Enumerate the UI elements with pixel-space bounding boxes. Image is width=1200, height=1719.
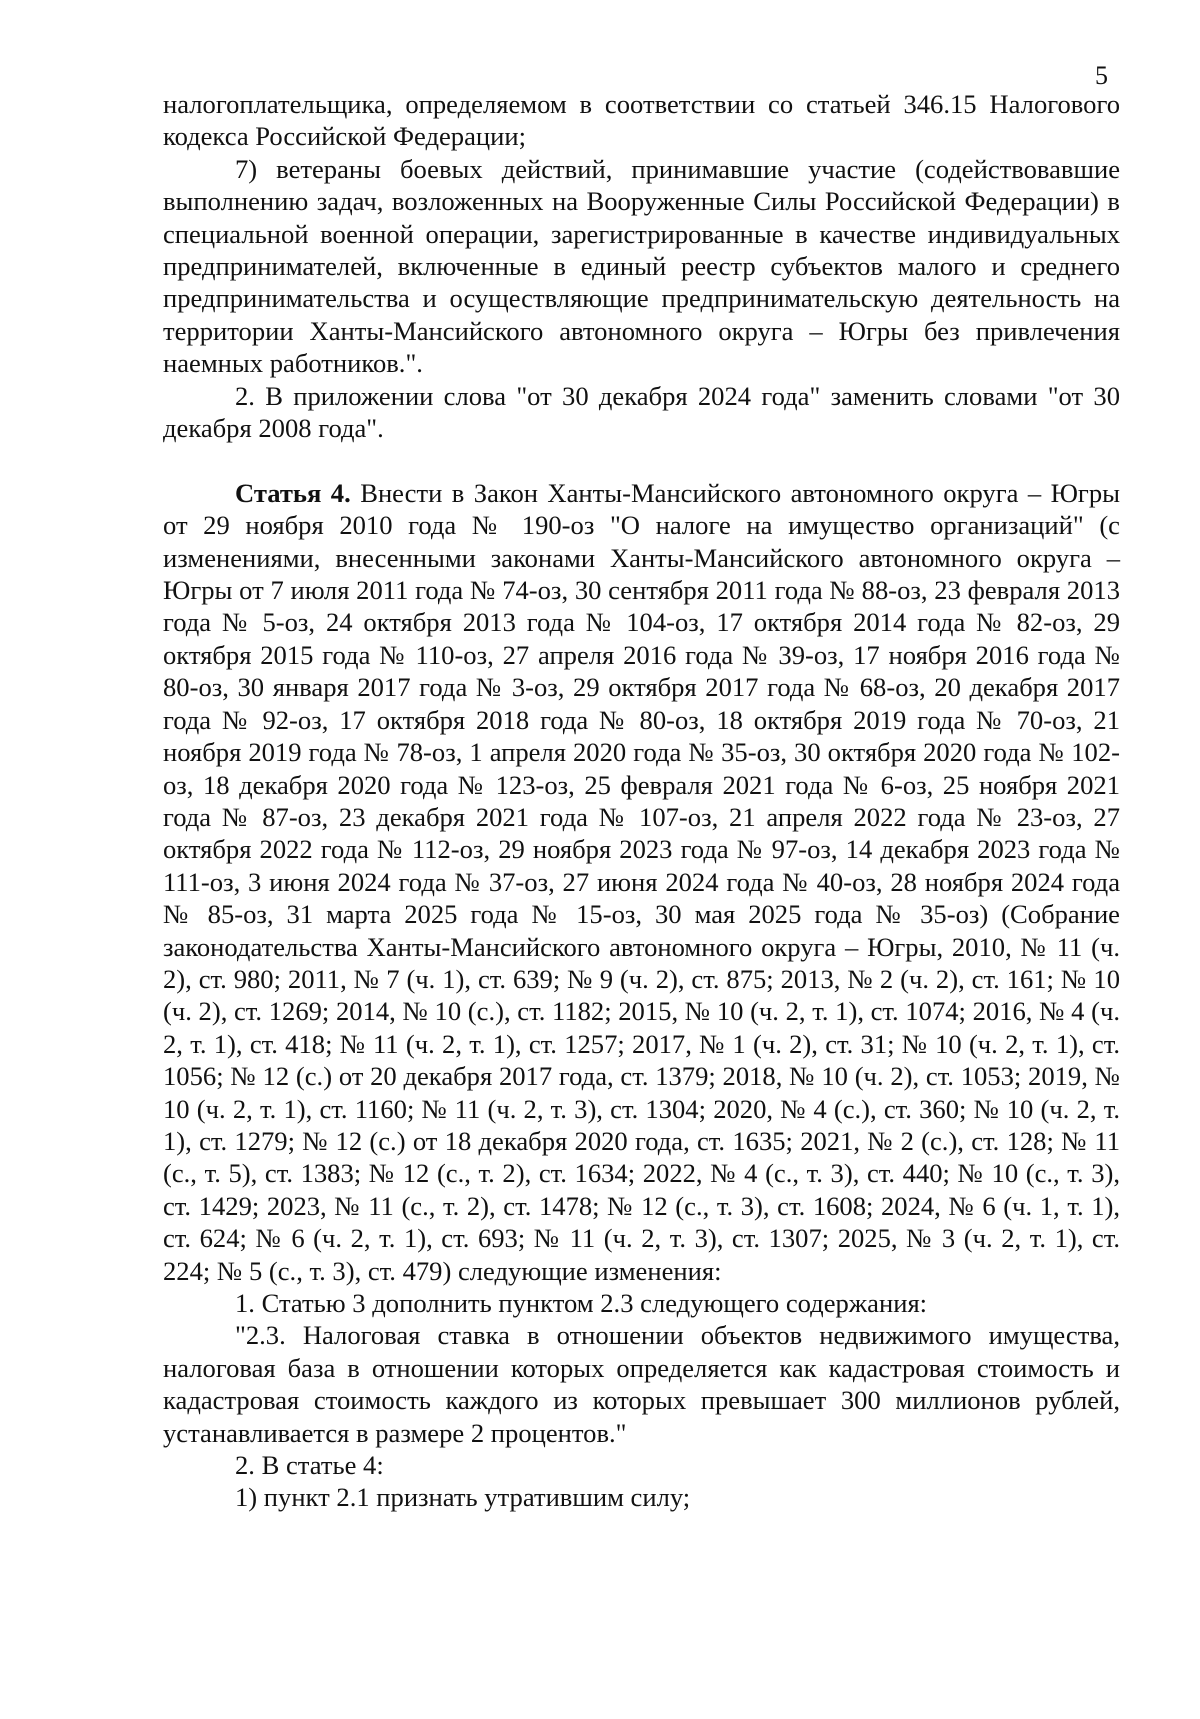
paragraph-item-2-3-text: "2.3. Налоговая ставка в отношении объектов недвижимого имущества, налоговая база в отношении которых определяется как кадастровая стоимость и кадастровая стоимость каждого из которых превышает 300 миллионов рублей, устанавливается в размере 2 процентов." [163, 1320, 1120, 1448]
paragraph-taxpayer-continuation: налогоплательщика, определяемом в соответствии со статьей 346.15 Налогового кодекса Российской Федерации; [163, 89, 1120, 152]
paragraph-item-7-veterans: 7) ветераны боевых действий, принимавшие участие (содействовавшие выполнению задач, возложенных на Вооруженные Силы Российской Федерации) в специальной военной операции, зарегистрированные в качестве индивидуальных предпринимателей, включенные в единый реестр субъектов малого и среднего предпринимательства и осуществляющие предпринимательскую деятельность на территории Ханты-Мансийского автономного округа – Югры без привлечения наемных работников.". [163, 153, 1120, 379]
article-4-paragraph [163, 477, 1120, 1287]
page-number: 5 [1095, 61, 1108, 90]
article-4-text: Внести в Закон Ханты-Мансийского автономного округа – Югры от 29 ноября 2010 года № 190-оз "О налоге на имущество организаций" (с изменениями, внесенными законами Ханты-Мансийского автономного округа – Югры от 7 июля 2011 года № 74-оз, 30 сентября 2011 года № 88-оз, 23 февраля 2013 года № 5-оз, 24 октября 2013 года № 104-оз, 17 октября 2014 года № 82-оз, 29 октября 2015 года № 110-оз, 27 апреля 2016 года № 39-оз, 17 ноября 2016 года № 80-оз, 30 января 2017 года № 3-оз, 29 октября 2017 года № 68-оз, 20 декабря 2017 года № 92-оз, 17 октября 2018 года № 80-оз, 18 октября 2019 года № 70-оз, 21 ноября 2019 года № 78-оз, 1 апреля 2020 года № 35-оз, 30 октября 2020 года № 102-оз, 18 декабря 2020 года № 123-оз, 25 февраля 2021 года № 6-оз, 25 ноября 2021 года № 87-оз, 23 декабря 2021 года № 107-оз, 21 апреля 2022 года № 23-оз, 27 октября 2022 года № 112-оз, 29 ноября 2023 года № 97-оз, 14 декабря 2023 года № 111-оз, 3 июня 2024 года № 37-оз, 27 июня 2024 года № 40-оз, 28 ноября 2024 года № 85-оз, 31 марта 2025 года № 15-оз, 30 мая 2025 года № 35-оз) (Собрание законодательства Ханты-Мансийского автономного округа – Югры, 2010, № 11 (ч. 2), ст. 980; 2011, № 7 (ч. 1), ст. 639; № 9 (ч. 2), ст. 875; 2013, № 2 (ч. 2), ст. 161; № 10 (ч. 2), ст. 1269; 2014, № 10 (с.), ст. 1182; 2015, № 10 (ч. 2, т. 1), ст. 1074; 2016, № 4 (ч. 2, т. 1), ст. 418; № 11 (ч. 2, т. 1), ст. 1257; 2017, № 1 (ч. 2), ст. 31; № 10 (ч. 2, т. 1), ст. 1056; № 12 (с.) от 20 декабря 2017 года, ст. 1379; 2018, № 10 (ч. 2), ст. 1053; 2019, № 10 (ч. 2, т. 1), ст. 1160; № 11 (ч. 2, т. 3), ст. 1304; 2020, № 4 (с.), ст. 360; № 10 (ч. 2, т. 1), ст. 1279; № 12 (с.) от 18 декабря 2020 года, ст. 1635; 2021, № 2 (с.), ст. 128; № 11 (с., т. 5), ст. 1383; № 12 (с., т. 2), ст. 1634; 2022, № 4 (с., т. 3), ст. 440; № 10 (с., т. 3), ст. 1429; 2023, № 11 (с., т. 2), ст. 1478; № 12 (с., т. 3), ст. 1608; 2024, № 6 (ч. 1, т. 1), ст. 624; № 6 (ч. 2, т. 1), ст. 693; № 11 (ч. 2, т. 3), ст. 1307; 2025, № 3 (ч. 2, т. 1), ст. 224; № 5 (с., т. 3), ст. 479) следующие изменения: [163, 477, 1120, 1286]
paragraph-article-4-heading: 2. В статье 4: [235, 1450, 384, 1481]
paragraph-appendix-change: 2. В приложении слова "от 30 декабря 2024 года" заменить словами "от 30 декабря 2008 года". [163, 380, 1120, 444]
paragraph-item-2-1-repeal: 1) пункт 2.1 признать утратившим силу; [235, 1482, 691, 1513]
article-4-label: Статья 4. [235, 477, 351, 508]
paragraph-article-3-addition: 1. Статью 3 дополнить пунктом 2.3 следующего содержания: [235, 1288, 928, 1319]
document-body [163, 88, 1120, 1514]
